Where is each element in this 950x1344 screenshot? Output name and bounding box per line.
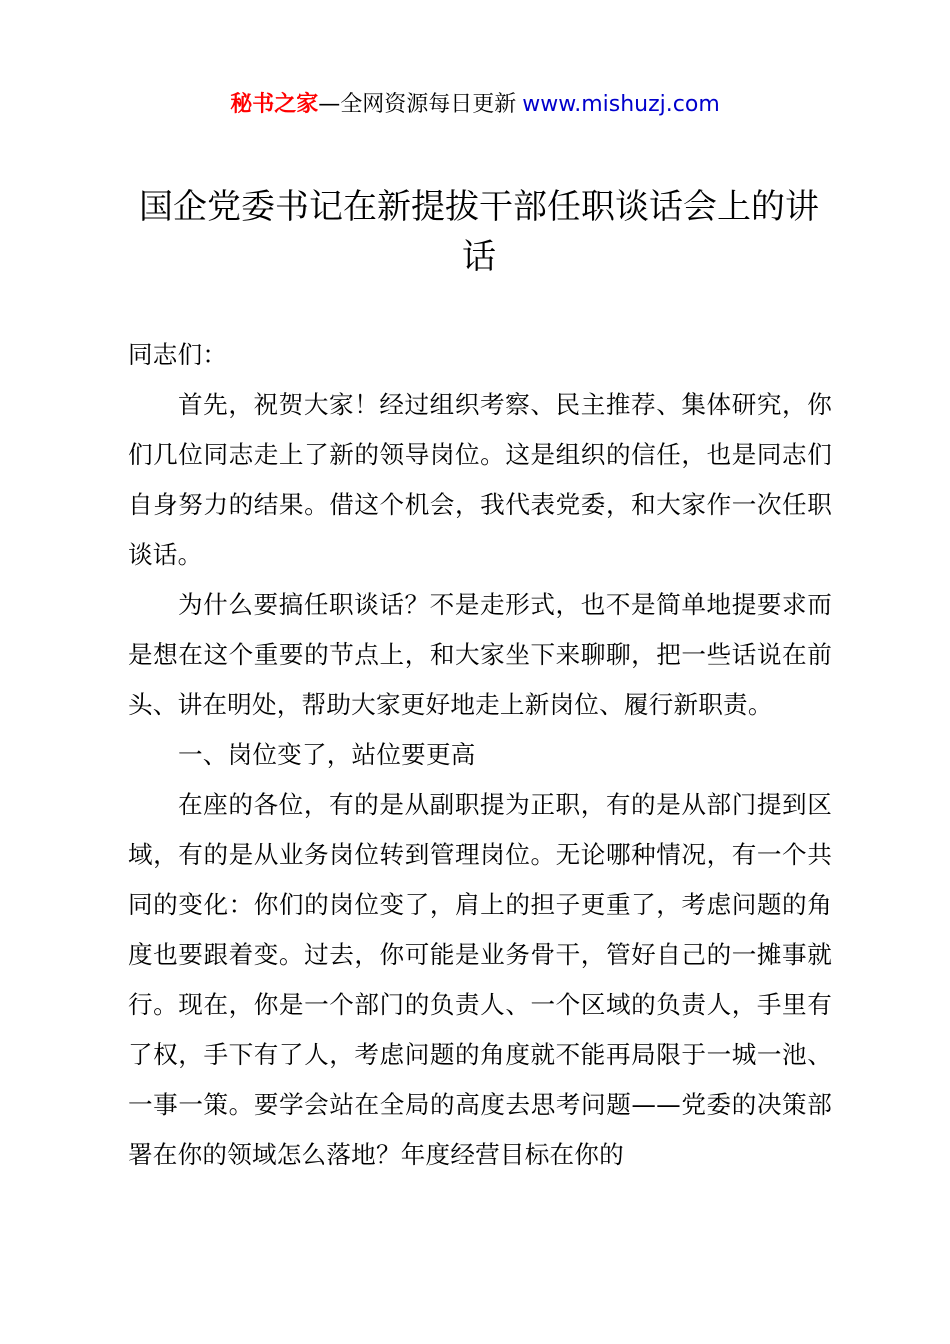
header-tagline: —全网资源每日更新 [318, 92, 517, 117]
paragraph: 在座的各位，有的是从副职提为正职，有的是从部门提到区域，有的是从业务岗位转到管理岗位。无论哪种情况，有一个共同的变化：你们的岗位变了，肩上的担子更重了，考虑问题的角度也要跟着变。过去，你可能是业务骨干，管好自己的一摊事就行。现在，你是一个部门的负责人、一个区域的负责人，手里有了权，手下有了人，考虑问题的角度就不能再局限于一城一池、一事一策。要学会站在全局的高度去思考问题——党委的决策部署在你的领域怎么落地？年度经营目标在你的 [128, 790, 832, 1169]
salutation: 同志们： [128, 340, 228, 369]
document-body [128, 330, 832, 1180]
website-link[interactable]: www.mishuzj.com [522, 92, 720, 117]
document-title: 国企党委书记在新提拔干部任职谈话会上的讲话 [139, 187, 819, 277]
paragraph: 首先，祝贺大家！经过组织考察、民主推荐、集体研究，你们几位同志走上了新的领导岗位。这是组织的信任，也是同志们自身努力的结果。借这个机会，我代表党委，和大家作一次任职谈话。 [128, 390, 832, 569]
page-header [0, 88, 950, 122]
paragraph: 为什么要搞任职谈话？不是走形式，也不是简单地提要求而是想在这个重要的节点上，和大家坐下来聊聊，把一些话说在前头、讲在明处，帮助大家更好地走上新岗位、履行新职责。 [128, 590, 832, 719]
section-heading: 一、岗位变了，站位要更高 [178, 740, 476, 769]
brand-name: 秘书之家 [230, 92, 319, 117]
